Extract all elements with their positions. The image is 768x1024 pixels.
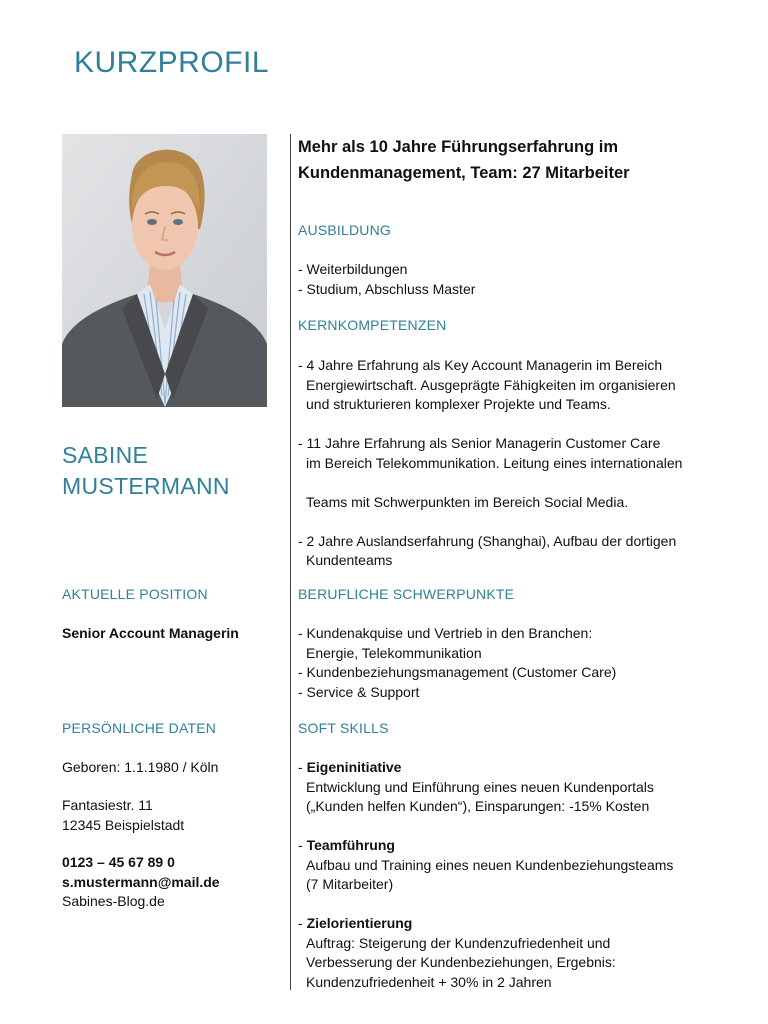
skill-detail: Aufbau und Training eines neuen Kundenbeziehungsteams — [306, 856, 674, 873]
competence-heading: KERNKOMPETENZEN — [298, 317, 447, 333]
education-heading: AUSBILDUNG — [298, 222, 392, 238]
contact — [62, 853, 220, 912]
street: Fantasiestr. 11 — [62, 797, 153, 813]
list-item: - Studium, Abschluss Master — [298, 280, 476, 297]
list-item: - 4 Jahre Erfahrung als Key Account Managerin im Bereich — [298, 357, 663, 373]
skill-title: - Eigeninitiative — [298, 759, 402, 775]
list-item: - Weiterbildungen — [298, 261, 408, 277]
list-item: - Kundenbeziehungsmanagement (Customer Care) — [298, 664, 617, 680]
first-name: SABINE — [62, 442, 149, 468]
skill-name: Eigeninitiative — [306, 759, 402, 775]
last-name: MUSTERMANN — [62, 473, 230, 499]
email-link[interactable]: s.mustermann@mail.de — [62, 873, 220, 890]
person-name — [62, 440, 230, 502]
list-item: - Service & Support — [298, 683, 420, 700]
skill-name: Teamführung — [306, 837, 395, 853]
person-portrait-icon — [62, 134, 267, 407]
list-item: - 2 Jahre Auslandserfahrung (Shanghai), Aufbau der dortigen — [298, 532, 677, 549]
birth-info: Geboren: 1.1.1980 / Köln — [62, 759, 219, 775]
position-heading: AKTUELLE POSITION — [62, 586, 208, 602]
soft-skills-heading: SOFT SKILLS — [298, 720, 389, 736]
profile-photo — [62, 134, 267, 407]
blog-link[interactable]: Sabines-Blog.de — [62, 893, 165, 909]
skill-detail: (7 Mitarbeiter) — [306, 876, 394, 892]
headline — [298, 134, 748, 186]
skill-detail: („Kunden helfen Kunden“), Einsparungen: -15% Kosten — [306, 798, 650, 814]
list-item-continuation: Teams mit Schwerpunkten im Bereich Social Media. — [306, 493, 629, 510]
focus-heading: BERUFLICHE SCHWERPUNKTE — [298, 586, 515, 602]
headline-line: Mehr als 10 Jahre Führungserfahrung im — [298, 138, 618, 156]
skill-detail: Kundenzufriedenheit + 30% in 2 Jahren — [306, 973, 552, 990]
list-item-continuation: Kundenteams — [306, 552, 393, 568]
headline-line: Kundenmanagement, Team: 27 Mitarbeiter — [298, 164, 630, 182]
page-title: KURZPROFIL — [74, 46, 270, 79]
list-item: - Kundenakquise und Vertrieb in den Branchen: — [298, 625, 593, 641]
list-item-continuation: Energie, Telekommunikation — [306, 644, 482, 661]
list-item: - 11 Jahre Erfahrung als Senior Managerin Customer Care — [298, 435, 661, 451]
list-item-continuation: Energiewirtschaft. Ausgeprägte Fähigkeiten im organisieren — [306, 376, 676, 393]
address — [62, 796, 184, 835]
city: 12345 Beispielstadt — [62, 816, 185, 833]
education-list — [298, 260, 758, 299]
personal-data-heading: PERSÖNLICHE DATEN — [62, 720, 217, 736]
position-value: Senior Account Managerin — [62, 625, 239, 641]
skill-name: Zielorientierung — [306, 915, 413, 931]
list-item-continuation: im Bereich Telekommunikation. Leitung eines internationalen — [306, 454, 683, 471]
list-item-continuation: und strukturieren komplexer Projekte und Teams. — [306, 396, 611, 412]
competence-list — [298, 356, 758, 571]
soft-skills-list — [298, 758, 758, 992]
skill-detail: Entwicklung und Einführung eines neuen Kundenportals — [306, 778, 654, 795]
skill-detail: Verbesserung der Kundenbeziehungen, Ergebnis: — [306, 954, 616, 970]
column-divider — [290, 134, 291, 990]
skill-title: - Teamführung — [298, 837, 395, 853]
phone: 0123 – 45 67 89 0 — [62, 854, 175, 870]
skill-title: - Zielorientierung — [298, 915, 413, 931]
skill-detail: Auftrag: Steigerung der Kundenzufriedenheit und — [306, 934, 611, 951]
focus-list — [298, 624, 758, 702]
